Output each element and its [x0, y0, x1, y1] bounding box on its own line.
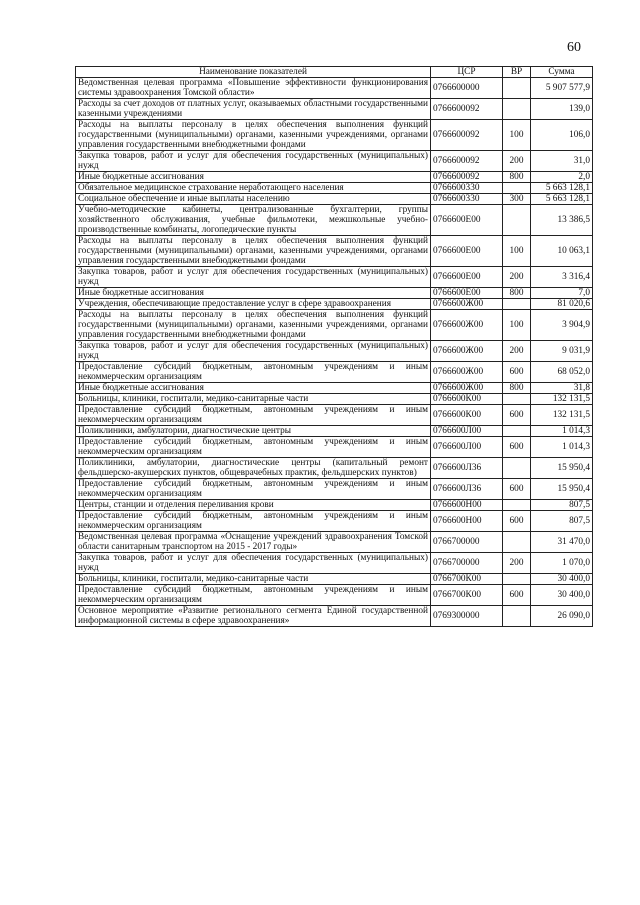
row-name-cell: Расходы на выплаты персоналу в целях обеспечения выполнения функций государственными (муниципальными) органами, казенными учреждениями, органами управления государственными внебюджетными фондами [76, 236, 431, 267]
row-csr-cell: 0766600Н00 [431, 511, 503, 532]
table-row [76, 78, 593, 99]
table-row [76, 532, 593, 553]
table-row [76, 437, 593, 458]
row-csr-cell: 0766700000 [431, 532, 503, 553]
page-number: 60 [567, 40, 581, 55]
row-sum-cell: 5 663 128,1 [531, 194, 593, 205]
table-row [76, 205, 593, 236]
row-name-cell: Предоставление субсидий бюджетным, автономным учреждениям и иным некоммерческим организациям [76, 405, 431, 426]
row-sum-cell: 9 031,9 [531, 341, 593, 362]
row-sum-cell: 106,0 [531, 120, 593, 151]
table-row [76, 606, 593, 627]
header-sum: Сумма [531, 67, 593, 78]
row-vr-cell [503, 205, 531, 236]
row-name-cell: Закупка товаров, работ и услуг для обеспечения государственных (муниципальных) нужд [76, 267, 431, 288]
row-vr-cell [503, 500, 531, 511]
table-row [76, 383, 593, 394]
row-name-cell: Расходы на выплаты персоналу в целях обеспечения выполнения функций государственными (муниципальными) органами, казенными учреждениями, органами управления государственными внебюджетными фондами [76, 120, 431, 151]
row-vr-cell: 100 [503, 120, 531, 151]
row-name-cell: Расходы за счет доходов от платных услуг, оказываемых областными государственными казенными учреждениями [76, 99, 431, 120]
row-name-cell: Поликлиники, амбулатории, диагностические центры [76, 426, 431, 437]
budget-table [75, 66, 593, 627]
row-name-cell: Предоставление субсидий бюджетным, автономным учреждениям и иным некоммерческим организациям [76, 585, 431, 606]
row-name-cell: Иные бюджетные ассигнования [76, 288, 431, 299]
row-name-cell: Иные бюджетные ассигнования [76, 172, 431, 183]
row-name-cell: Предоставление субсидий бюджетным, автономным учреждениям и иным некоммерческим организациям [76, 511, 431, 532]
row-vr-cell: 600 [503, 437, 531, 458]
row-name-cell: Учебно-методические кабинеты, централизованные бухгалтерии, группы хозяйственного обслуживания, учебные фильмотеки, межшкольные учебно-производственные комбинаты, логопедические пункты [76, 205, 431, 236]
header-vr: ВР [503, 67, 531, 78]
row-vr-cell: 200 [503, 553, 531, 574]
row-name-cell: Предоставление субсидий бюджетным, автономным учреждениям и иным некоммерческим организациям [76, 437, 431, 458]
row-name-cell: Ведомственная целевая программа «Повышение эффективности функционирования системы здравоохранения Томской области» [76, 78, 431, 99]
row-vr-cell: 200 [503, 267, 531, 288]
row-csr-cell: 0766600Е00 [431, 288, 503, 299]
row-sum-cell: 13 386,5 [531, 205, 593, 236]
row-vr-cell: 800 [503, 288, 531, 299]
row-sum-cell: 1 014,3 [531, 426, 593, 437]
row-name-cell: Основное мероприятие «Развитие регионального сегмента Единой государственной информационной системы в сфере здравоохранения» [76, 606, 431, 627]
table-row [76, 310, 593, 341]
row-csr-cell: 0766600Ж00 [431, 310, 503, 341]
row-name-cell: Ведомственная целевая программа «Оснащение учреждений здравоохранения Томской области санитарным транспортом на 2015 - 2017 годы» [76, 532, 431, 553]
row-sum-cell: 132 131,5 [531, 394, 593, 405]
table-row [76, 194, 593, 205]
table-row [76, 426, 593, 437]
row-vr-cell: 600 [503, 479, 531, 500]
row-vr-cell [503, 606, 531, 627]
row-name-cell: Предоставление субсидий бюджетным, автономным учреждениям и иным некоммерческим организациям [76, 362, 431, 383]
row-sum-cell: 31,8 [531, 383, 593, 394]
row-vr-cell [503, 532, 531, 553]
table-row [76, 151, 593, 172]
row-sum-cell: 807,5 [531, 511, 593, 532]
row-sum-cell: 30 400,0 [531, 585, 593, 606]
row-vr-cell: 600 [503, 405, 531, 426]
row-csr-cell: 0766700000 [431, 553, 503, 574]
row-sum-cell: 30 400,0 [531, 574, 593, 585]
row-sum-cell: 7,0 [531, 288, 593, 299]
table-row [76, 183, 593, 194]
row-csr-cell: 0766600092 [431, 172, 503, 183]
row-csr-cell: 0766600К00 [431, 405, 503, 426]
row-vr-cell [503, 574, 531, 585]
table-row [76, 267, 593, 288]
row-csr-cell: 0766600Ж00 [431, 362, 503, 383]
row-csr-cell: 0766600Ж00 [431, 299, 503, 310]
row-csr-cell: 0766600Е00 [431, 205, 503, 236]
row-vr-cell [503, 426, 531, 437]
row-sum-cell: 1 070,0 [531, 553, 593, 574]
row-sum-cell: 68 052,0 [531, 362, 593, 383]
row-csr-cell: 0766600Л00 [431, 437, 503, 458]
row-sum-cell: 31,0 [531, 151, 593, 172]
row-sum-cell: 5 663 128,1 [531, 183, 593, 194]
row-vr-cell: 600 [503, 585, 531, 606]
row-sum-cell: 1 014,3 [531, 437, 593, 458]
row-csr-cell: 0766600Л36 [431, 458, 503, 479]
row-vr-cell [503, 299, 531, 310]
row-vr-cell: 600 [503, 362, 531, 383]
row-csr-cell: 0766600Е00 [431, 236, 503, 267]
row-name-cell: Закупка товаров, работ и услуг для обеспечения государственных (муниципальных) нужд [76, 341, 431, 362]
row-csr-cell: 0766600092 [431, 151, 503, 172]
row-sum-cell: 132 131,5 [531, 405, 593, 426]
row-name-cell: Учреждения, обеспечивающие предоставление услуг в сфере здравоохранения [76, 299, 431, 310]
table-row [76, 500, 593, 511]
row-csr-cell: 0766600Е00 [431, 267, 503, 288]
row-sum-cell: 31 470,0 [531, 532, 593, 553]
row-vr-cell [503, 99, 531, 120]
row-csr-cell: 0766700К00 [431, 585, 503, 606]
row-sum-cell: 2,0 [531, 172, 593, 183]
row-vr-cell [503, 394, 531, 405]
row-csr-cell: 0766600Н00 [431, 500, 503, 511]
header-csr: ЦСР [431, 67, 503, 78]
row-vr-cell: 100 [503, 310, 531, 341]
row-sum-cell: 3 316,4 [531, 267, 593, 288]
row-csr-cell: 0766600Ж00 [431, 383, 503, 394]
row-sum-cell: 15 950,4 [531, 458, 593, 479]
row-vr-cell: 300 [503, 194, 531, 205]
table-row [76, 553, 593, 574]
table-row [76, 341, 593, 362]
row-sum-cell: 15 950,4 [531, 479, 593, 500]
row-name-cell: Иные бюджетные ассигнования [76, 383, 431, 394]
table-row [76, 458, 593, 479]
row-name-cell: Центры, станции и отделения переливания крови [76, 500, 431, 511]
row-sum-cell: 5 907 577,9 [531, 78, 593, 99]
table-row [76, 172, 593, 183]
row-vr-cell: 800 [503, 383, 531, 394]
row-name-cell: Обязательное медицинское страхование неработающего населения [76, 183, 431, 194]
row-sum-cell: 26 090,0 [531, 606, 593, 627]
row-vr-cell: 200 [503, 341, 531, 362]
header-name: Наименование показателей [76, 67, 431, 78]
table-row [76, 120, 593, 151]
row-csr-cell: 0766600Л36 [431, 479, 503, 500]
row-sum-cell: 3 904,9 [531, 310, 593, 341]
table-header-row [76, 67, 593, 78]
row-csr-cell: 0766600000 [431, 78, 503, 99]
table-row [76, 405, 593, 426]
row-vr-cell [503, 183, 531, 194]
table-row [76, 479, 593, 500]
row-name-cell: Закупка товаров, работ и услуг для обеспечения государственных (муниципальных) нужд [76, 553, 431, 574]
row-sum-cell: 81 020,6 [531, 299, 593, 310]
row-name-cell: Больницы, клиники, госпитали, медико-санитарные части [76, 394, 431, 405]
table-row [76, 288, 593, 299]
row-name-cell: Закупка товаров, работ и услуг для обеспечения государственных (муниципальных) нужд [76, 151, 431, 172]
table-row [76, 585, 593, 606]
row-name-cell: Поликлиники, амбулатории, диагностические центры (капитальный ремонт фельдшерско-акушерских пунктов, общеврачебных практик, фельдшерских пунктов) [76, 458, 431, 479]
row-csr-cell: 0766600092 [431, 120, 503, 151]
row-name-cell: Предоставление субсидий бюджетным, автономным учреждениям и иным некоммерческим организациям [76, 479, 431, 500]
row-vr-cell [503, 458, 531, 479]
row-vr-cell [503, 78, 531, 99]
row-vr-cell: 100 [503, 236, 531, 267]
row-sum-cell: 807,5 [531, 500, 593, 511]
table-row [76, 99, 593, 120]
row-name-cell: Расходы на выплаты персоналу в целях обеспечения выполнения функций государственными (муниципальными) органами, казенными учреждениями, органами управления государственными внебюджетными фондами [76, 310, 431, 341]
row-csr-cell: 0766700К00 [431, 574, 503, 585]
row-vr-cell: 600 [503, 511, 531, 532]
row-csr-cell: 0766600092 [431, 99, 503, 120]
row-vr-cell: 200 [503, 151, 531, 172]
row-csr-cell: 0766600330 [431, 183, 503, 194]
row-csr-cell: 0766600К00 [431, 394, 503, 405]
row-csr-cell: 0766600330 [431, 194, 503, 205]
row-csr-cell: 0766600Ж00 [431, 341, 503, 362]
row-sum-cell: 139,0 [531, 99, 593, 120]
table-row [76, 394, 593, 405]
row-name-cell: Социальное обеспечение и иные выплаты населению [76, 194, 431, 205]
row-sum-cell: 10 063,1 [531, 236, 593, 267]
table-row [76, 236, 593, 267]
table-row [76, 574, 593, 585]
row-name-cell: Больницы, клиники, госпитали, медико-санитарные части [76, 574, 431, 585]
row-csr-cell: 0766600Л00 [431, 426, 503, 437]
row-vr-cell: 800 [503, 172, 531, 183]
row-csr-cell: 0769300000 [431, 606, 503, 627]
table-row [76, 362, 593, 383]
table-row [76, 299, 593, 310]
table-row [76, 511, 593, 532]
